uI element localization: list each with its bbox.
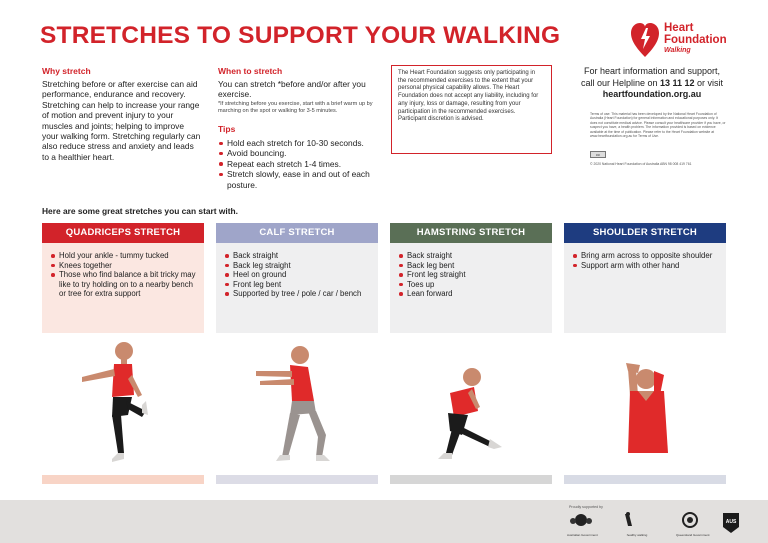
stretch-card-footer-bar bbox=[216, 475, 378, 484]
hamstring-stretch-figure bbox=[390, 335, 552, 470]
disclaimer-box: The Heart Foundation suggests only participating in the recommended exercises to the extent that your personal physical capability allows. The Heart Foundation does not accept any liability, including for any injury, loss or damage, resulting from your participation in the recommended exercises. Participant discretion is advised. bbox=[391, 65, 552, 154]
stretch-card-footer-bar bbox=[564, 475, 726, 484]
helpline-phone[interactable]: 13 11 12 bbox=[659, 77, 695, 88]
stretch-step: Back straight bbox=[224, 251, 372, 261]
stretch-step: Lean forward bbox=[398, 289, 546, 299]
stretch-card-quadriceps bbox=[42, 223, 204, 333]
tips-list bbox=[218, 138, 378, 190]
terms-of-use: Terms of use: This material has been developed by the National Heart Foundation of Australia (Heart Foundation) for general information and educational purposes only. It does not constitute medical advice. Please consult your healthcare provider if you have, or suspect you have, a health problem. The information provided is based on evidence available at the time of publication. Please refer to the Heart Foundation website at www.heartfoundation.org.au for Terms of Use. bbox=[590, 112, 726, 139]
stretch-step: Bring arm across to opposite shoulder bbox=[572, 251, 720, 261]
stretch-card-title: SHOULDER STRETCH bbox=[564, 223, 726, 243]
stretch-card-title: CALF STRETCH bbox=[216, 223, 378, 243]
logo-line-foundation: Foundation bbox=[664, 33, 727, 46]
partner-logo-qld-gov bbox=[676, 512, 710, 537]
aus-badge-icon bbox=[722, 512, 740, 534]
stretch-step: Knees together bbox=[50, 261, 198, 271]
stretch-step: Back straight bbox=[398, 251, 546, 261]
tip-item: Hold each stretch for 10-30 seconds. bbox=[218, 138, 378, 148]
footer-band bbox=[0, 500, 768, 543]
contact-line1: For heart information and support, bbox=[583, 66, 721, 76]
stretch-step: Front leg bent bbox=[224, 280, 372, 290]
stretch-step: Toes up bbox=[398, 280, 546, 290]
when-note: *If stretching before you exercise, start with a brief warm up by marching on the spot or walking for 3-5 minutes. bbox=[218, 101, 373, 114]
contact-info bbox=[562, 66, 742, 101]
tips-heading: Tips bbox=[218, 124, 236, 134]
shoulder-stretch-figure bbox=[564, 335, 726, 470]
stretch-card-footer-bar bbox=[390, 475, 552, 484]
heart-foundation-logo bbox=[630, 17, 740, 63]
stretch-step: Hold your ankle - tummy tucked bbox=[50, 251, 198, 261]
logo-line-heart: Heart bbox=[664, 22, 694, 34]
coat-of-arms-icon bbox=[567, 512, 595, 528]
website-link[interactable]: heartfoundation.org.au bbox=[602, 89, 702, 99]
stretch-step: Front leg straight bbox=[398, 270, 546, 280]
walker-icon bbox=[622, 512, 652, 528]
partner-name: healthy walking bbox=[626, 533, 648, 537]
tip-item: Repeat each stretch 1-4 times. bbox=[218, 159, 378, 169]
contact-line2-post: or visit bbox=[694, 77, 724, 88]
copyright: © 2020 National Heart Foundation of Australia ABN 98 008 419 761 bbox=[590, 162, 692, 166]
tip-item: Stretch slowly, ease in and out of each posture. bbox=[218, 169, 378, 190]
stretch-card-calf bbox=[216, 223, 378, 333]
qld-crest-icon bbox=[676, 512, 704, 528]
aus-badge-text: AUS bbox=[725, 519, 737, 525]
stretch-step: Heel on ground bbox=[224, 270, 372, 280]
page-title: STRETCHES TO SUPPORT YOUR WALKING bbox=[40, 22, 561, 49]
stretch-card-body bbox=[564, 243, 726, 333]
partner-logo-healthy-walking bbox=[622, 512, 652, 537]
tip-item: Avoid bouncing. bbox=[218, 148, 378, 158]
stretch-card-title: HAMSTRING STRETCH bbox=[390, 223, 552, 243]
when-heading: When to stretch bbox=[218, 66, 283, 76]
heart-logo-icon bbox=[630, 19, 660, 59]
logo-sub-walking: Walking bbox=[664, 47, 691, 54]
supported-by-label: Proudly supported by bbox=[569, 505, 603, 509]
contact-line2-pre: call our Helpline on bbox=[580, 77, 660, 88]
quadriceps-stretch-figure bbox=[42, 335, 204, 470]
creative-commons-badge: cc bbox=[590, 151, 606, 158]
partner-name: Australian Government bbox=[567, 533, 598, 537]
stretch-card-hamstring bbox=[390, 223, 552, 333]
partner-logo-aus bbox=[722, 512, 740, 539]
when-text: You can stretch *before and/or after you exercise. bbox=[218, 79, 366, 100]
stretch-card-shoulder bbox=[564, 223, 726, 333]
stretch-card-body bbox=[42, 243, 204, 333]
stretch-card-footer-bar bbox=[42, 475, 204, 484]
stretch-card-title: QUADRICEPS STRETCH bbox=[42, 223, 204, 243]
partner-logo-aus-gov bbox=[567, 512, 598, 537]
why-heading: Why stretch bbox=[42, 66, 91, 76]
stretch-step: Back leg straight bbox=[224, 261, 372, 271]
why-text: Stretching before or after exercise can aid performance, endurance and recovery. Stretching can help to increase your range of motion and prevent injury to your muscles and joints; helping to improve your walking form. Stretching regularly can also reduce stress and anxiety and leads to a healthier heart. bbox=[42, 79, 201, 162]
stretches-intro: Here are some great stretches you can start with. bbox=[42, 206, 238, 216]
stretch-card-body bbox=[390, 243, 552, 333]
stretch-step: Those who find balance a bit tricky may like to try holding on to a nearby bench or tree for extra support bbox=[50, 270, 198, 299]
stretch-step: Back leg bent bbox=[398, 261, 546, 271]
partner-name: Queensland Government bbox=[676, 533, 710, 537]
stretch-step: Support arm with other hand bbox=[572, 261, 720, 271]
stretch-step: Supported by tree / pole / car / bench bbox=[224, 289, 372, 299]
stretch-card-body bbox=[216, 243, 378, 333]
calf-stretch-figure bbox=[216, 335, 378, 470]
